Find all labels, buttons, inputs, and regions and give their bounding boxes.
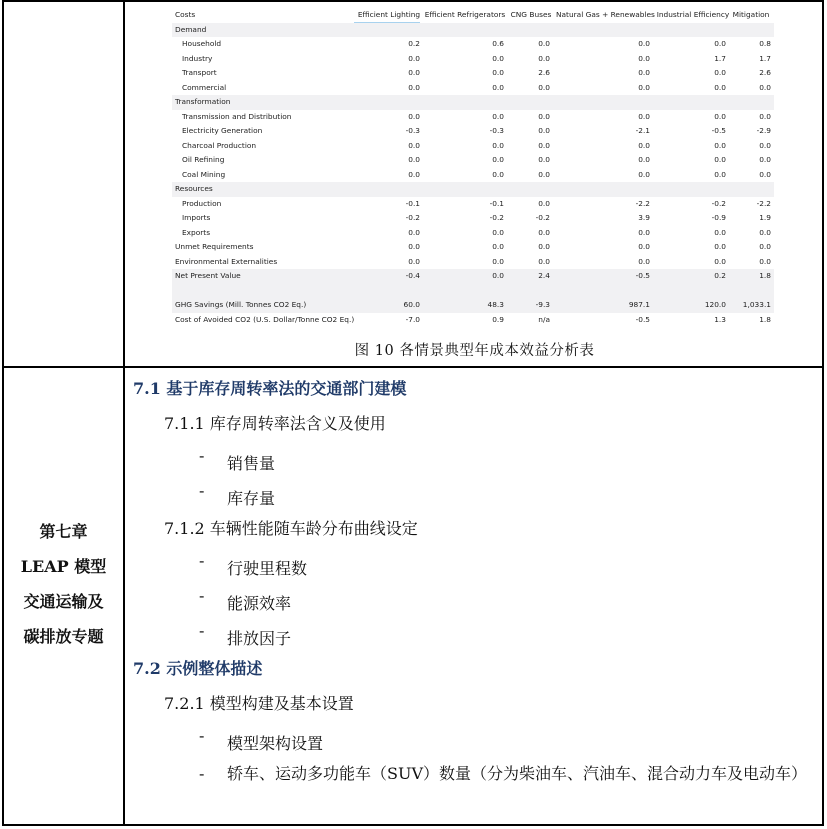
leap-table-row [172, 211, 774, 226]
table-cell: -9.3 [535, 300, 550, 309]
bullet-dash: - [199, 764, 205, 783]
table-cell: 0.0 [714, 111, 726, 121]
table-cell: -0.4 [405, 271, 420, 280]
leap-header-row [172, 8, 774, 23]
leap-table-row [172, 37, 774, 52]
bullet-item [199, 551, 307, 586]
figure-caption: 图 10 各情景典型年成本效益分析表 [354, 343, 595, 359]
table-cell: 0.0 [408, 140, 420, 150]
table-cell: -0.5 [635, 314, 650, 324]
table-cell: 0.0 [638, 242, 650, 251]
leap-table-row [172, 124, 774, 139]
chapter-line: LEAP 模型 [20, 557, 107, 576]
row-label: GHG Savings (Mill. Tonnes CO2 Eq.) [175, 300, 307, 309]
table-cell: 0.0 [759, 242, 771, 251]
table-cell: -0.1 [405, 198, 420, 208]
leap-table-row [172, 153, 774, 168]
bullet-dash: - [199, 551, 205, 570]
leap-table-row [172, 182, 774, 197]
table-cell: 3.9 [638, 213, 650, 222]
row-label: Electricity Generation [182, 126, 263, 135]
table-cell: 0.0 [759, 256, 771, 266]
chapter-line: 交通运输及 [23, 592, 104, 611]
header-mitigation: Mitigation [732, 10, 770, 19]
table-cell: 0.0 [714, 155, 726, 164]
bullet-text: 能源效率 [227, 594, 292, 613]
bullet-dash: - [199, 586, 205, 605]
bullet-text: 轿车、运动多功能车（SUV）数量（分为柴油车、汽油车、混合动力车及电动车） [227, 764, 808, 783]
table-cell: 0.0 [638, 155, 650, 164]
section-7-2: 7.2 示例整体描述 [133, 659, 263, 678]
table-cell: 0.0 [538, 140, 550, 150]
table-cell: 60.0 [403, 300, 420, 309]
leap-table-row [172, 139, 774, 154]
row-label: Oil Refining [182, 155, 225, 164]
bullet-item [199, 446, 275, 481]
table-cell: 0.0 [492, 227, 504, 237]
table-cell: 0.2 [714, 271, 726, 280]
table-cell: 120.0 [704, 300, 726, 309]
row-label: Commercial [182, 82, 227, 92]
leap-table-row [172, 240, 774, 255]
table-cell: 0.0 [492, 53, 504, 63]
table-cell: -0.2 [535, 213, 550, 222]
header-efficient-refrigerators: Efficient Refrigerators [424, 10, 506, 19]
bullet-item [199, 586, 291, 621]
leap-table-row [172, 66, 774, 81]
table-cell: 0.0 [492, 271, 504, 280]
header-natural-gas-renewables: Natural Gas + Renewables [556, 10, 655, 19]
row-label: Demand [175, 24, 207, 34]
table-cell: 0.0 [538, 39, 550, 48]
table-cell: 0.0 [492, 68, 504, 77]
table-cell: 0.0 [408, 256, 420, 266]
table-cell: 0.0 [714, 256, 726, 266]
table-cell: 0.0 [714, 68, 726, 77]
row-label: Coal Mining [182, 169, 226, 179]
chapter-line: 第七章 [39, 522, 88, 541]
leap-table-row [172, 81, 774, 96]
header-cng-buses: CNG Buses [510, 10, 552, 19]
table-cell: 0.0 [759, 82, 771, 92]
bullet-item [199, 756, 807, 791]
table-cell: 0.0 [714, 227, 726, 237]
table-cell: -2.2 [756, 198, 771, 208]
bullet-text: 销售量 [227, 454, 276, 473]
table-cell: 0.0 [408, 111, 420, 121]
table-cell: 0.0 [538, 82, 550, 92]
table-cell: 0.0 [714, 82, 726, 92]
table-cell: 0.0 [408, 169, 420, 179]
top-border [2, 0, 824, 2]
table-cell: 0.0 [538, 242, 550, 251]
table-cell: -0.1 [489, 198, 504, 208]
column-divider [123, 0, 125, 826]
table-cell: 0.0 [759, 155, 771, 164]
bullet-text: 库存量 [227, 489, 276, 508]
table-cell: 0.0 [638, 169, 650, 179]
leap-table-row [172, 313, 774, 328]
table-cell: 0.0 [492, 82, 504, 92]
table-cell: 0.0 [759, 227, 771, 237]
table-cell: 0.0 [492, 155, 504, 164]
table-cell: 987.1 [628, 300, 650, 309]
bullet-text: 排放因子 [227, 629, 292, 648]
table-cell: 0.0 [538, 155, 550, 164]
bullet-item [199, 621, 291, 656]
table-cell: 0.0 [492, 169, 504, 179]
table-cell: 0.0 [638, 111, 650, 121]
table-cell: 0.0 [638, 140, 650, 150]
row-label: Net Present Value [175, 271, 241, 280]
leap-table-row [172, 168, 774, 183]
table-cell: -0.9 [711, 213, 726, 222]
table-cell: 0.0 [638, 68, 650, 77]
row-divider [2, 366, 824, 368]
chapter-title [4, 514, 123, 654]
table-cell: 0.0 [492, 256, 504, 266]
table-cell: 0.0 [538, 198, 550, 208]
table-cell: 0.0 [408, 68, 420, 77]
header-efficient-lighting: Efficient Lighting [357, 10, 421, 19]
row-label: Cost of Avoided CO2 (U.S. Dollar/Tonne CO2 Eq.) [175, 314, 355, 324]
table-cell: 1.8 [759, 314, 771, 324]
row-label: Transformation [175, 97, 231, 106]
table-cell: 0.0 [408, 53, 420, 63]
table-cell: -0.2 [405, 213, 420, 222]
row-label: Transport [182, 68, 217, 77]
table-cell: 1.9 [759, 213, 771, 222]
bullet-dash: - [199, 446, 205, 465]
leap-table-row [172, 52, 774, 67]
table-cell: 0.9 [492, 314, 504, 324]
table-cell: 0.0 [538, 53, 550, 63]
leap-table-row [172, 95, 774, 110]
table-cell: 0.0 [408, 155, 420, 164]
table-cell: 1.8 [759, 271, 771, 280]
chapter-line: 碳排放专题 [23, 627, 104, 646]
table-cell: -2.2 [635, 198, 650, 208]
leap-table-row [172, 23, 774, 38]
header-costs: Costs [175, 10, 196, 19]
table-cell: 0.0 [538, 169, 550, 179]
row-label: Exports [182, 227, 211, 237]
table-cell: 0.8 [759, 39, 771, 48]
table-cell: 0.0 [538, 256, 550, 266]
leap-table-row [172, 284, 774, 299]
section-7-2-1: 7.2.1 模型构建及基本设置 [164, 694, 354, 713]
table-cell: 0.0 [759, 111, 771, 121]
table-cell: 0.0 [714, 140, 726, 150]
table-cell: 0.0 [638, 53, 650, 63]
table-cell: -2.1 [635, 126, 650, 135]
table-cell: 0.0 [714, 169, 726, 179]
table-cell: -7.0 [405, 314, 420, 324]
table-cell: 0.0 [638, 227, 650, 237]
table-cell: 0.2 [408, 39, 420, 48]
table-cell: 48.3 [487, 300, 504, 309]
bullet-dash: - [199, 726, 205, 745]
table-cell: -0.3 [405, 126, 420, 135]
leap-table-row [172, 255, 774, 270]
table-cell: 0.0 [408, 82, 420, 92]
table-cell: 1.3 [714, 314, 726, 324]
table-cell: 1.7 [714, 53, 726, 63]
table-cell: -0.3 [489, 126, 504, 135]
table-cell: 2.4 [538, 271, 550, 280]
leap-table-body [172, 23, 774, 328]
bullet-dash: - [199, 621, 205, 640]
section-7-1-2: 7.1.2 车辆性能随车龄分布曲线设定 [164, 519, 418, 538]
table-cell: 0.0 [538, 227, 550, 237]
leap-table-row [172, 197, 774, 212]
table-cell: 0.0 [538, 126, 550, 135]
table-cell: -2.9 [756, 126, 771, 135]
leap-table-row [172, 110, 774, 125]
row-label: Household [182, 39, 222, 48]
table-cell: 0.0 [492, 140, 504, 150]
table-cell: 1.7 [759, 53, 771, 63]
table-cell: n/a [538, 314, 550, 324]
leap-table-row [172, 298, 774, 313]
table-cell: -0.5 [635, 271, 650, 280]
table-cell: 0.0 [538, 111, 550, 121]
row-label: Unmet Requirements [175, 242, 254, 251]
table-cell: 1,033.1 [742, 300, 771, 309]
bullet-item [199, 481, 275, 516]
table-cell: 0.0 [759, 140, 771, 150]
section-7-1-1: 7.1.1 库存周转率法含义及使用 [164, 414, 386, 433]
row-label: Imports [182, 213, 211, 222]
table-cell: -0.2 [489, 213, 504, 222]
table-cell: -0.2 [711, 198, 726, 208]
row-label: Environmental Externalities [175, 256, 278, 266]
row-label: Charcoal Production [182, 140, 257, 150]
table-cell: -0.5 [711, 126, 726, 135]
bullet-text: 行驶里程数 [227, 559, 308, 578]
header-industrial-efficiency: Industrial Efficiency [656, 10, 730, 19]
row-label: Resources [175, 184, 213, 193]
leap-table-row [172, 269, 774, 284]
table-cell: 0.0 [492, 111, 504, 121]
table-cell: 0.0 [714, 39, 726, 48]
leap-table-row [172, 226, 774, 241]
table-cell: 0.6 [492, 39, 504, 48]
table-cell: 0.0 [492, 242, 504, 251]
row-label: Transmission and Distribution [182, 111, 292, 121]
table-cell: 0.0 [408, 227, 420, 237]
table-cell: 0.0 [759, 169, 771, 179]
table-cell: 0.0 [638, 82, 650, 92]
table-cell: 2.6 [759, 68, 771, 77]
row-label: Industry [182, 53, 213, 63]
table-cell: 0.0 [408, 242, 420, 251]
table-cell: 0.0 [714, 242, 726, 251]
section-7-1: 7.1 基于库存周转率法的交通部门建模 [133, 379, 407, 398]
table-cell: 0.0 [638, 256, 650, 266]
table-cell: 0.0 [638, 39, 650, 48]
leap-cost-benefit-table [172, 8, 774, 327]
bullet-text: 模型架构设置 [227, 734, 324, 753]
table-cell: 2.6 [538, 68, 550, 77]
row-label: Production [182, 198, 222, 208]
bullet-dash: - [199, 481, 205, 500]
